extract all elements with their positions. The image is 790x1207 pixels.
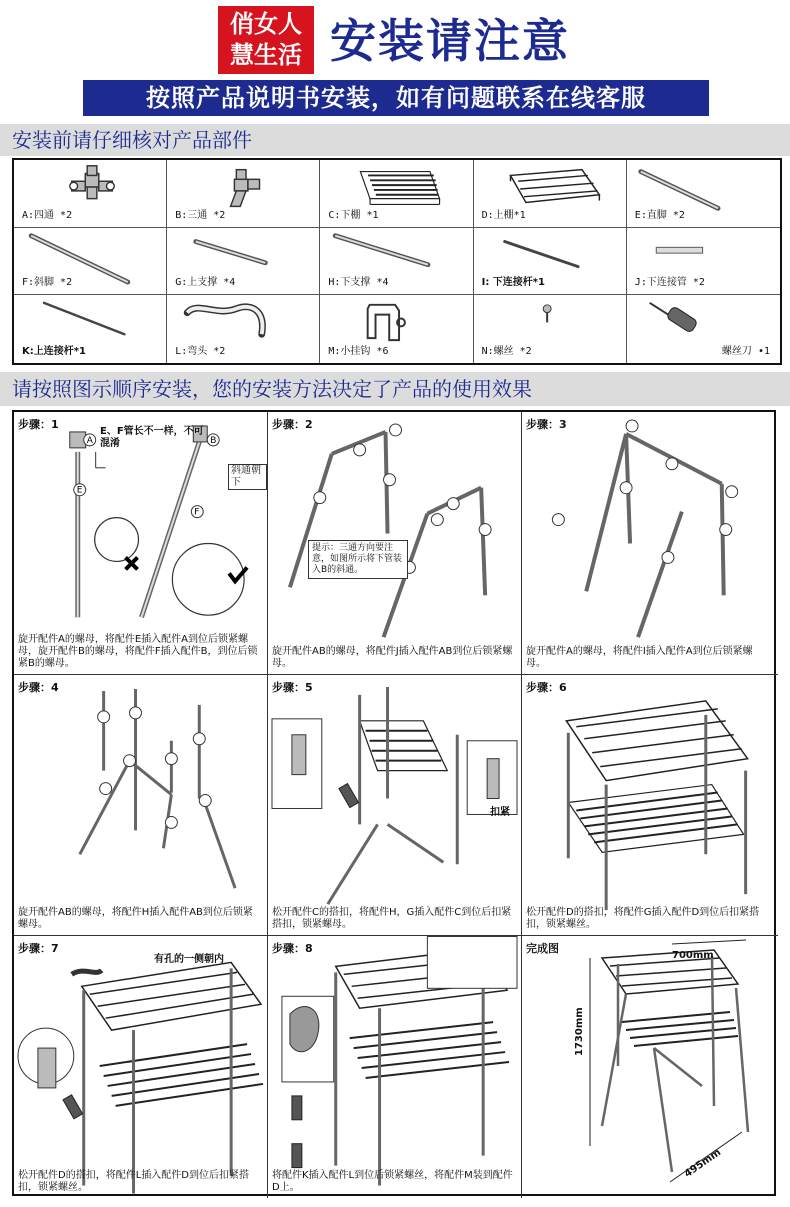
part-j xyxy=(627,228,780,296)
brand-line-2: 慧生活 xyxy=(230,41,302,69)
step-title: 步骤：7 xyxy=(18,942,59,955)
label-a: A xyxy=(86,435,93,446)
step-complete xyxy=(522,936,778,1198)
part-l xyxy=(167,295,320,363)
part-label: F:斜脚 *2 xyxy=(22,277,73,289)
part-k xyxy=(14,295,167,363)
step-desc: 松开配件C的搭扣，将配件H，G插入配件C到位后扣紧搭扣，锁紧螺母。 xyxy=(272,907,512,930)
label-e: E xyxy=(76,485,83,496)
dimension-width: 700mm xyxy=(672,950,714,961)
contact-banner: 按照产品说明书安装，如有问题联系在线客服 xyxy=(83,80,709,116)
part-label: D:上棚*1 xyxy=(481,209,526,221)
step-6-diagram xyxy=(522,675,778,935)
step-title: 步骤：4 xyxy=(18,681,59,694)
step-title: 完成图 xyxy=(526,942,559,955)
step-desc: 将配件K插入配件L到位后锁紧螺丝，将配件M装到配件D上。 xyxy=(272,1170,513,1193)
step-3-diagram xyxy=(522,412,778,674)
step-title: 步骤：6 xyxy=(526,681,567,694)
step-title: 步骤：5 xyxy=(272,681,313,694)
step-5-callout: 扣紧 xyxy=(490,807,510,818)
part-label: 螺丝刀 •1 xyxy=(721,345,770,357)
step-desc: 旋开配件A的螺母，将配件I插入配件A到位后锁紧螺母。 xyxy=(526,646,753,669)
part-label: M:小挂钩 *6 xyxy=(328,345,389,357)
part-h xyxy=(320,228,473,296)
step-title: 步骤：8 xyxy=(272,942,313,955)
step-4-diagram xyxy=(14,675,267,935)
steps-grid xyxy=(12,410,776,1196)
step-6 xyxy=(522,675,778,936)
step-8-diagram xyxy=(268,936,521,1198)
step-7-diagram xyxy=(14,936,267,1198)
part-label: L:弯头 *2 xyxy=(175,345,226,357)
dimension-depth: 495mm xyxy=(682,1147,724,1180)
label-f: F xyxy=(194,507,200,518)
part-label: A:四通 *2 xyxy=(22,209,73,221)
step-2-tip: 提示：三通方向要注意，如图所示将下管装入B的斜通。 xyxy=(308,540,408,579)
part-label: J:下连接管 *2 xyxy=(634,277,705,289)
brand-line-1: 俏女人 xyxy=(230,10,302,38)
steps-section-title: 请按照图示顺序安装，您的安装方法决定了产品的使用效果 xyxy=(0,372,790,406)
step-desc: 旋开配件AB的螺母，将配件H插入配件AB到位后锁紧螺母。 xyxy=(18,907,253,930)
part-label: N:螺丝 *2 xyxy=(481,345,532,357)
part-label: B:三通 *2 xyxy=(175,209,226,221)
part-d xyxy=(474,160,627,228)
part-f xyxy=(14,228,167,296)
part-label: E:直脚 *2 xyxy=(634,209,685,221)
step-2 xyxy=(268,412,522,675)
part-m xyxy=(320,295,473,363)
step-7-note: 有孔的一侧朝内 xyxy=(154,954,224,965)
page-title: 安装请注意 xyxy=(330,14,570,68)
step-5 xyxy=(268,675,522,936)
step-desc: 松开配件D的搭扣，将配件L插入配件D到位后扣紧搭扣，锁紧螺丝。 xyxy=(18,1170,249,1193)
step-title: 步骤：2 xyxy=(272,418,313,431)
step-1-callout: 斜通朝下 xyxy=(228,464,267,490)
step-1-note: E、F管长不一样，不可混淆 xyxy=(100,426,204,449)
brand-badge xyxy=(218,6,314,74)
part-b xyxy=(167,160,320,228)
completion-diagram xyxy=(522,936,778,1198)
part-label: I: 下连接杆*1 xyxy=(481,277,545,289)
dimension-height: 1730mm xyxy=(574,1007,585,1056)
step-1 xyxy=(14,412,268,675)
part-label: H:下支撑 *4 xyxy=(328,277,389,289)
parts-grid xyxy=(12,158,782,365)
step-title: 步骤：1 xyxy=(18,418,59,431)
part-i xyxy=(474,228,627,296)
part-g xyxy=(167,228,320,296)
step-4 xyxy=(14,675,268,936)
part-label: K:上连接杆*1 xyxy=(22,345,86,357)
parts-section-title: 安装前请仔细核对产品部件 xyxy=(0,124,790,156)
part-label: G:上支撑 *4 xyxy=(175,277,236,289)
step-desc: 旋开配件AB的螺母，将配件J插入配件AB到位后锁紧螺母。 xyxy=(272,646,513,669)
label-b: B xyxy=(210,435,217,446)
step-7 xyxy=(14,936,268,1198)
part-screwdriver xyxy=(627,295,780,363)
step-8 xyxy=(268,936,522,1198)
step-5-diagram xyxy=(268,675,521,935)
part-e xyxy=(627,160,780,228)
part-label: C:下棚 *1 xyxy=(328,209,379,221)
step-desc: 松开配件D的搭扣，将配件G插入配件D到位后扣紧搭扣，锁紧螺丝。 xyxy=(526,907,760,930)
part-c xyxy=(320,160,473,228)
part-a xyxy=(14,160,167,228)
step-3 xyxy=(522,412,778,675)
step-title: 步骤：3 xyxy=(526,418,567,431)
step-desc: 旋开配件A的螺母，将配件E插入配件A到位后锁紧螺母，旋开配件B的螺母，将配件F插入配件B，到位后锁紧B的螺母。 xyxy=(18,634,258,669)
part-n xyxy=(474,295,627,363)
